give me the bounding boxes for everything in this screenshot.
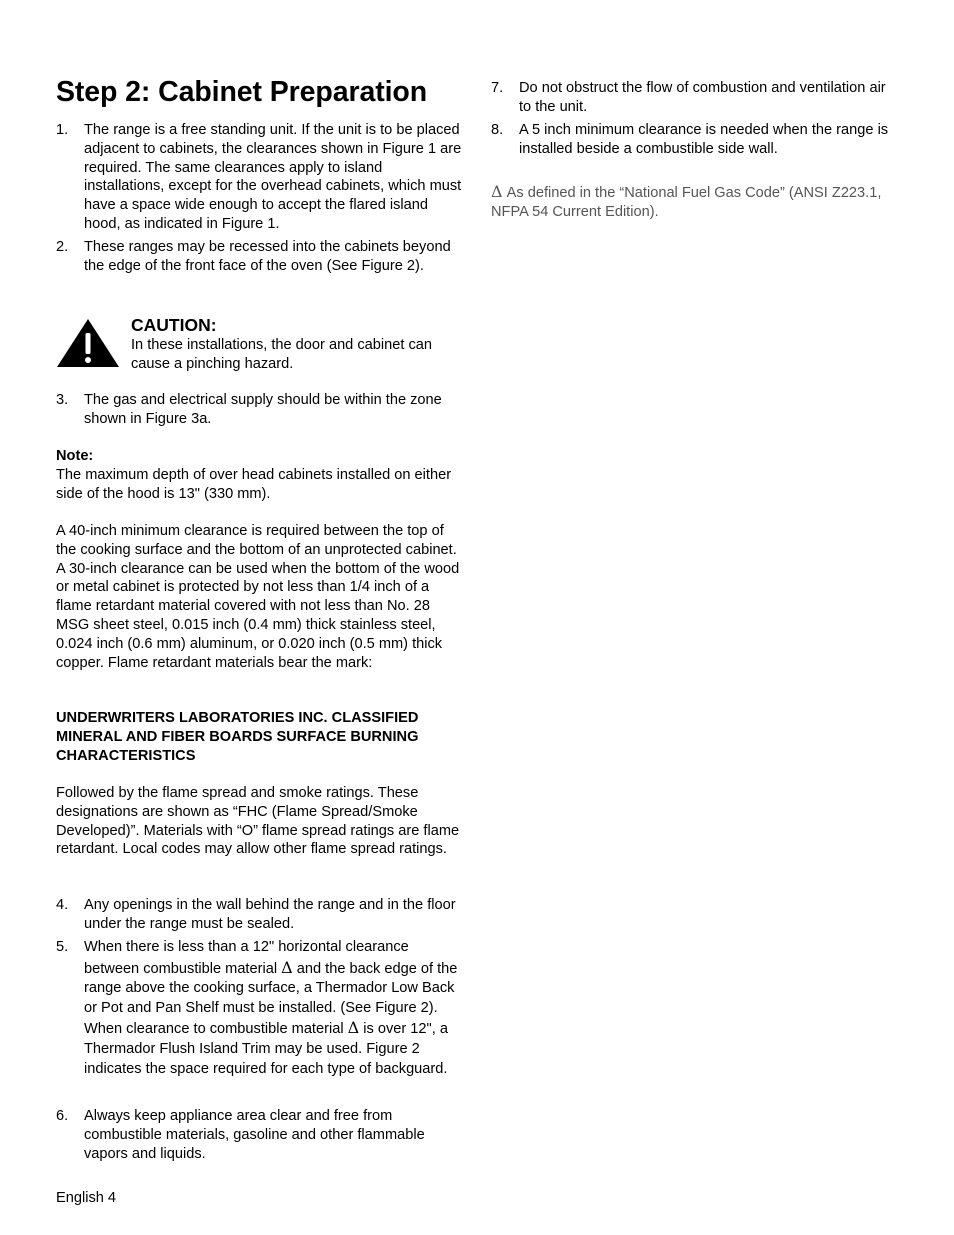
delta-symbol: Δ [347,1018,360,1038]
clearance-paragraph: A 40-inch minimum clearance is required between the top of the cooking surface and the bottom of an unprotected cabinet. A 30-inch clearance can be used when the bottom of the wood or metal cabinet is protected by not less than 1/4 inch of a flame retardant material covered with not less than No. 28 MSG sheet steel, 0.015 inch (0.4 mm) thick stainless steel, 0.024 inch (0.6 mm) aluminum, or 0.020 inch (0.5 mm) thick copper. Flame retardant materials bear the mark: [56,523,460,671]
list-number: 6. [56,1108,69,1124]
ul-classification-heading: UNDERWRITERS LABORATORIES INC. CLASSIFIED MINERAL AND FIBER BOARDS SURFACE BURNING CHARACTERISTICS [56,710,419,764]
list-number: 1. [56,122,69,138]
list-item-6 [56,1107,462,1163]
list-number: 7. [491,80,504,96]
list-item-4 [56,896,462,934]
list-text-part: When there is less than a 12" horizontal clearance between combustible material [84,939,409,977]
list-text [84,938,462,1079]
page-footer: English 4 [56,1190,117,1206]
list-item-7 [491,79,901,117]
list-number: 5. [56,939,69,955]
list-text: Do not obstruct the flow of combustion and ventilation air to the unit. [519,80,886,115]
note-block [56,447,462,503]
list-item-3 [56,391,462,429]
delta-symbol: Δ [491,182,503,201]
footnote [491,183,901,222]
list-item-5 [56,938,462,1079]
warning-triangle-icon [56,317,120,369]
list-item-8 [491,121,901,159]
list-number: 4. [56,897,69,913]
list-number: 8. [491,122,504,138]
list-text: Any openings in the wall behind the range and in the floor under the range must be sealed. [84,897,456,932]
list-text: A 5 inch minimum clearance is needed when the range is installed beside a combustible side wall. [519,122,889,157]
delta-symbol: Δ [281,957,293,977]
list-text: The range is a free standing unit. If the unit is to be placed adjacent to cabinets, the clearances shown in Figure 1 are required. The same clearances apply to island installations, except for the overhead cabinets, which must have a space wide enough to accept the flared island hood, as indicated in Figure 1. [84,122,462,232]
page-title: Step 2: Cabinet Preparation [56,76,428,108]
note-title: Note: [56,448,94,464]
note-text: The maximum depth of over head cabinets installed on either side of the hood is 13" (330 mm). [56,466,452,502]
flame-spread-paragraph: Followed by the flame spread and smoke ratings. These designations are shown as “FHC (Flame Spread/Smoke Developed)”. Materials with “O” flame spread ratings are flame retardant. Local codes may allow other flame spread ratings. [56,785,460,858]
list-text-part: and the back edge of the range above the cooking surface, a Thermador Low Back or Pot and Pan Shelf must be installed. (See Figure 2). When clearance to combustible material [84,960,458,1038]
footnote-text: As defined in the “National Fuel Gas Code” (ANSI Z223.1, NFPA 54 Current Edition). [491,185,882,220]
caution-title: CAUTION: [131,315,217,335]
list-text: Always keep appliance area clear and free from combustible materials, gasoline and other flammable vapors and liquids. [84,1108,425,1162]
list-text-part: is over 12", a Thermador Flush Island Trim may be used. Figure 2 indicates the space required for each type of backguard. [84,1021,448,1077]
list-number: 2. [56,239,69,255]
list-text: The gas and electrical supply should be within the zone shown in Figure 3a. [84,392,442,427]
list-item-2 [56,238,462,276]
list-item-1 [56,121,462,234]
caution-text: In these installations, the door and cabinet can cause a pinching hazard. [131,337,432,372]
list-number: 3. [56,392,69,408]
list-text: These ranges may be recessed into the cabinets beyond the edge of the front face of the oven (See Figure 2). [84,239,451,274]
caution-box [56,315,462,371]
